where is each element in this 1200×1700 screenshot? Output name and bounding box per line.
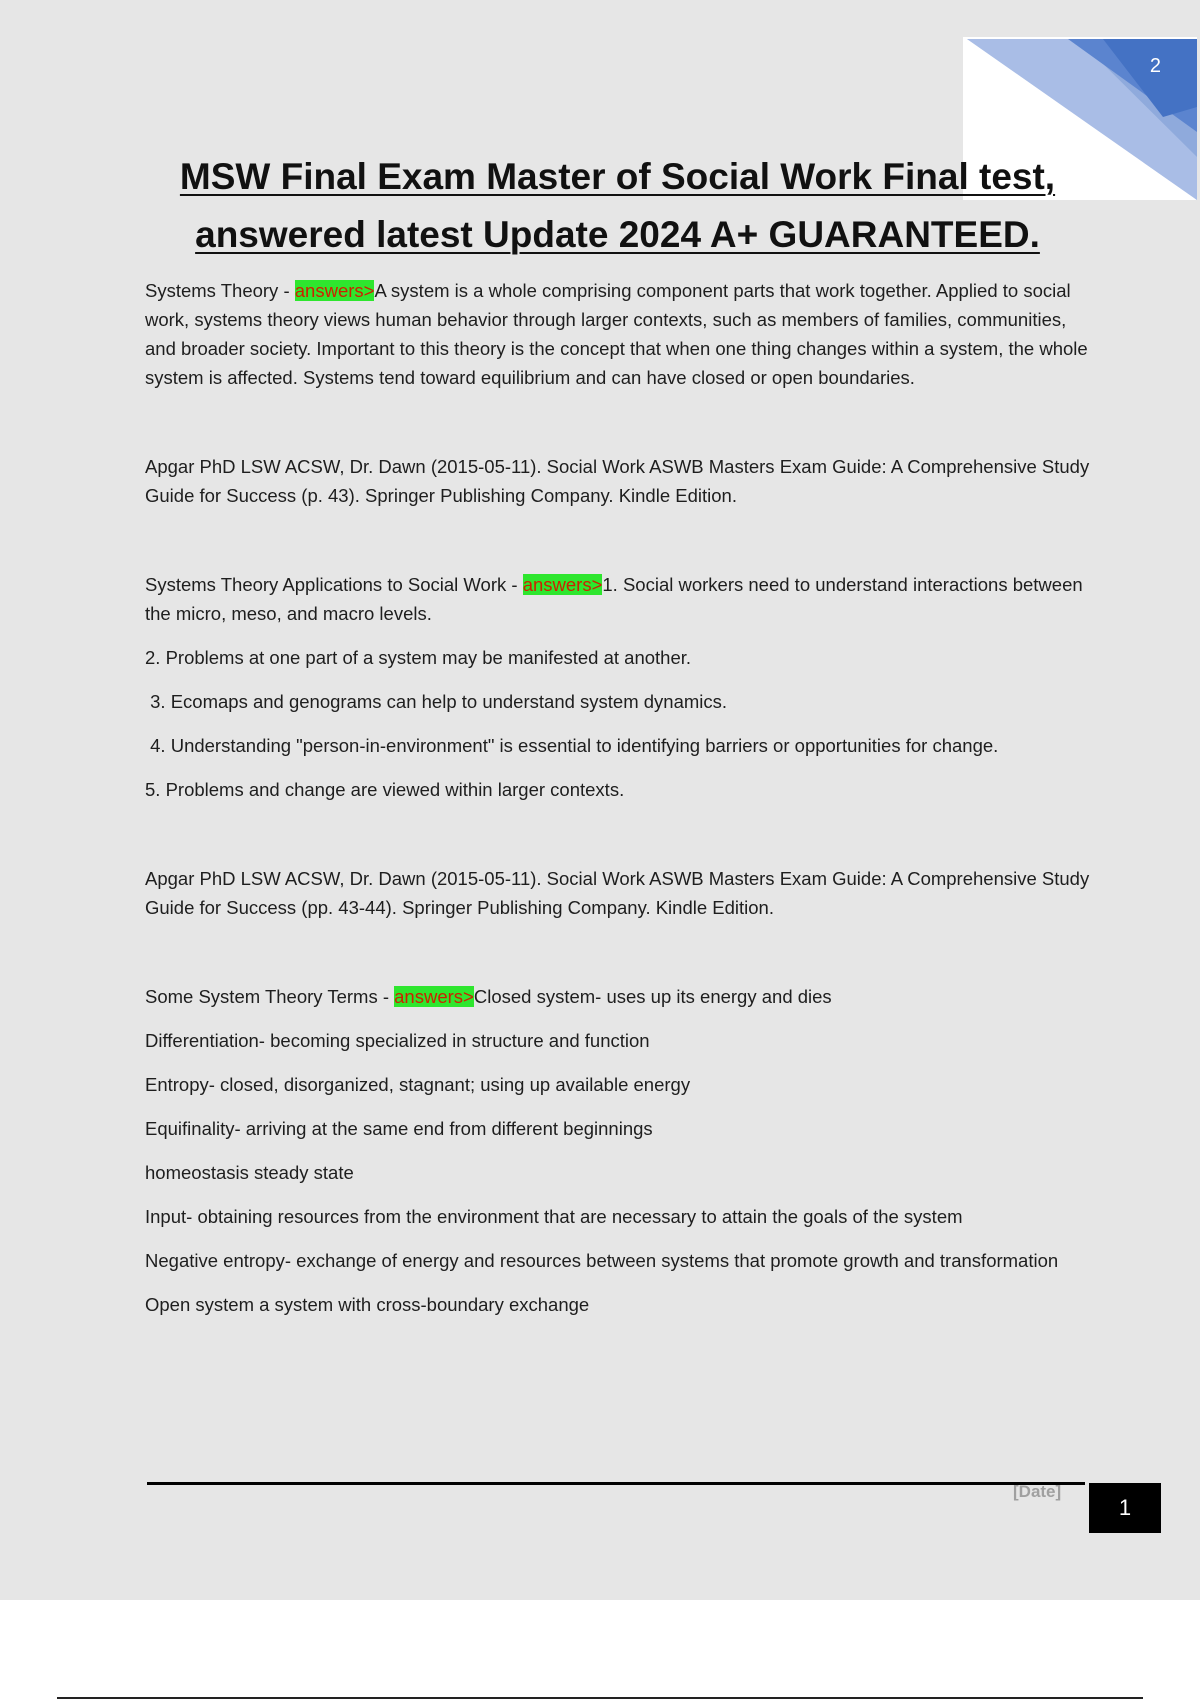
title-line-1: MSW Final Exam Master of Social Work Final test, — [179, 156, 1056, 197]
citation-paragraph: Apgar PhD LSW ACSW, Dr. Dawn (2015-05-11). Social Work ASWB Masters Exam Guide: A Comprehensive Study Guide for Success (p. 43). Springer Publishing Company. Kindle Edition. — [145, 456, 1090, 506]
list-item: Equifinality- arriving at the same end from different beginnings — [145, 1118, 653, 1139]
list-item: 2. Problems at one part of a system may be manifested at another. — [145, 647, 692, 668]
citation-paragraph: Apgar PhD LSW ACSW, Dr. Dawn (2015-05-11). Social Work ASWB Masters Exam Guide: A Comprehensive Study Guide for Success (pp. 43-44). Springer Publishing Company. Kindle Edition. — [145, 868, 1090, 918]
list-item: Negative entropy- exchange of energy and resources between systems that promote growth and transformation — [145, 1250, 1059, 1271]
title-line-2: answered latest Update 2024 A+ GUARANTEED. — [195, 214, 1040, 255]
next-page-rule — [57, 1697, 1143, 1699]
list-item: Open system a system with cross-boundary exchange — [145, 1294, 590, 1315]
paragraph-terms: Some System Theory Terms - answers>Closed system- uses up its energy and dies — [145, 986, 832, 1007]
answers-highlight: answers> — [294, 280, 375, 301]
footer-date: [Date] — [1013, 1482, 1062, 1501]
document-title — [130, 148, 1105, 264]
list-item: 5. Problems and change are viewed within larger contexts. — [145, 779, 625, 800]
list-item: 3. Ecomaps and genograms can help to understand system dynamics. — [145, 691, 728, 712]
answers-highlight: answers> — [394, 986, 474, 1007]
list-item: 4. Understanding "person-in-environment" is essential to identifying barriers or opportunities for change. — [145, 735, 999, 756]
document-body — [145, 276, 1095, 1319]
list-item: Input- obtaining resources from the environment that are necessary to attain the goals of the system — [145, 1206, 963, 1227]
answers-highlight: answers> — [522, 574, 603, 595]
footer-rule — [147, 1482, 1085, 1485]
corner-page-number: 2 — [1149, 55, 1161, 77]
list-item: Differentiation- becoming specialized in structure and function — [145, 1030, 650, 1051]
list-item: homeostasis steady state — [145, 1162, 354, 1183]
footer-page-number: 1 — [1089, 1483, 1161, 1533]
paragraph-applications: Systems Theory Applications to Social Work - answers>1. Social workers need to understand interactions between the micro, meso, and macro levels. — [145, 574, 1083, 624]
list-item: Entropy- closed, disorganized, stagnant; using up available energy — [145, 1074, 691, 1095]
paragraph-systems-theory: Systems Theory - answers>A system is a whole comprising component parts that work together. Applied to social work, systems theory views human behavior through larger contexts, such as members of families, communities, and broader society. Important to this theory is the concept that when one thing changes within a system, the whole system is affected. Systems tend toward equilibrium and can have closed or open boundaries. — [145, 280, 1088, 388]
